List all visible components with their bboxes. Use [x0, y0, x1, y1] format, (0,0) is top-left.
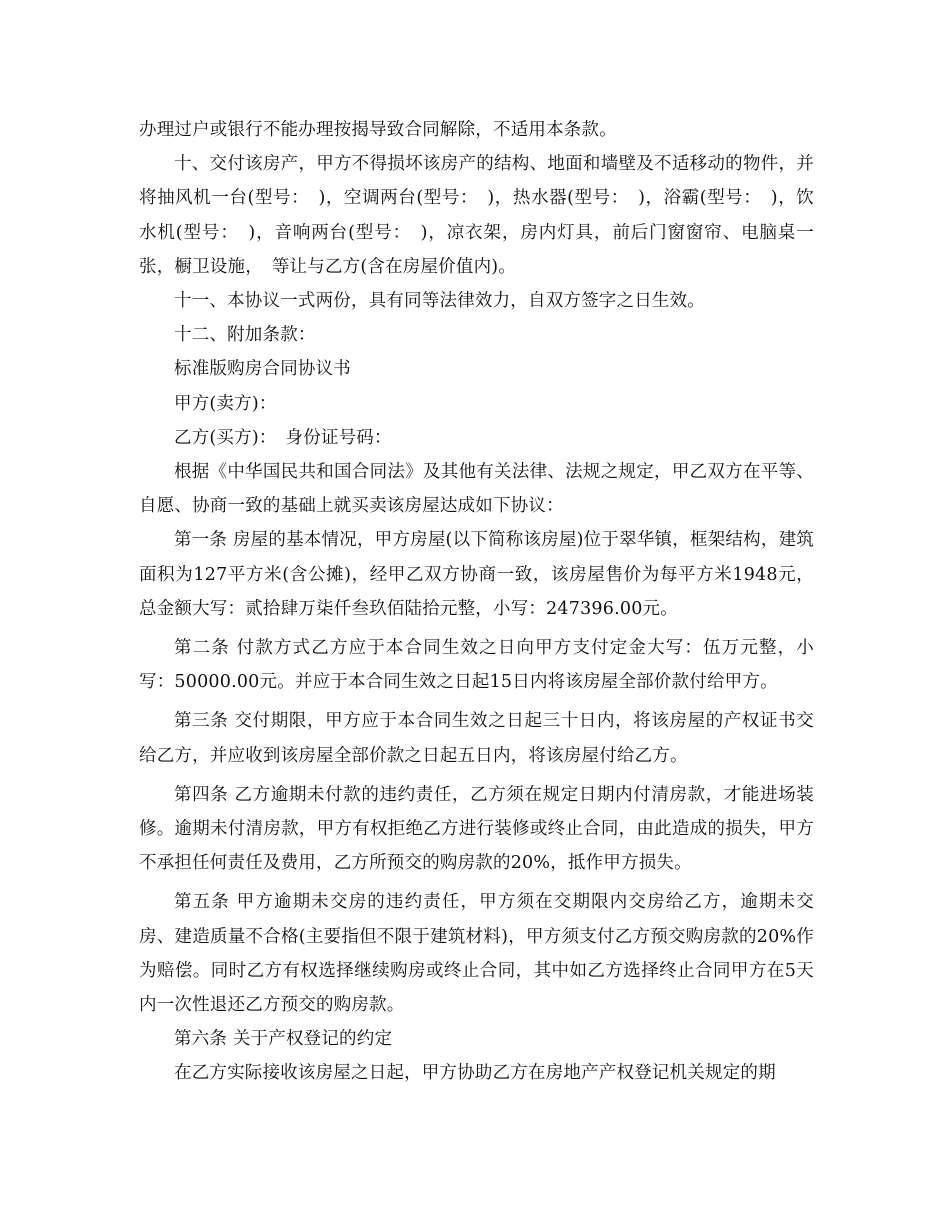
article-6-heading: 第六条 关于产权登记的约定 — [174, 1029, 393, 1050]
document-body — [139, 113, 814, 1091]
paragraph-clause-10: 十、交付该房产，甲方不得损坏该房产的结构、地面和墙壁及不适移动的物件，并将抽风机一台(型号： )，空调两台(型号： )，热水器(型号： )，浴霸(型号： )，饮水机(型号： )，音响两台(型号： )，凉衣架，房内灯具，前后门窗窗帘、电脑桌一张，橱卫设施， 等让与乙方(含在房屋价值内)。 — [139, 154, 814, 277]
article-2: 第二条 付款方式乙方应于本合同生效之日向甲方支付定金大写：伍万元整，小写：50000.00元。并应于本合同生效之日起15日内将该房屋全部价款付给甲方。 — [139, 638, 814, 693]
party-a-seller: 甲方(卖方)： — [174, 393, 277, 414]
article-3: 第三条 交付期限，甲方应于本合同生效之日起三十日内，将该房屋的产权证书交给乙方，并应收到该房屋全部价款之日起五日内，将该房屋付给乙方。 — [139, 711, 814, 766]
article-6-body: 在乙方实际接收该房屋之日起，甲方协助乙方在房地产产权登记机关规定的期 — [174, 1063, 776, 1084]
article-5: 第五条 甲方逾期未交房的违约责任，甲方须在交期限内交房给乙方，逾期未交房、建造质量不合格(主要指但不限于建筑材料)，甲方须支付乙方预交购房款的20%作为赔偿。同时乙方有权选择继续购房或终止合同，其中如乙方选择终止合同甲方在5天内一次性退还乙方预交的购房款。 — [139, 892, 814, 1016]
paragraph-1: 办理过户或银行不能办理按揭导致合同解除，不适用本条款。 — [139, 120, 617, 140]
article-1: 第一条 房屋的基本情况，甲方房屋(以下简称该房屋)位于翠华镇，框架结构，建筑面积为127平方米(含公摊)，经甲乙双方协商一致，该房屋售价为每平方米1948元，总金额大写：贰拾肆万柒仟叁玖佰陆拾元整，小写：247396.00元。 — [139, 530, 814, 619]
contract-title: 标准版购房合同协议书 — [174, 359, 351, 380]
paragraph-clause-11: 十一、本协议一式两份，具有同等法律效力，自双方签字之日生效。 — [174, 291, 705, 312]
party-b-buyer: 乙方(买方)： 身份证号码： — [174, 427, 392, 448]
paragraph-preamble: 根据《中华国民共和国合同法》及其他有关法律、法规之规定，甲乙双方在平等、自愿、协商一致的基础上就买卖该房屋达成如下协议： — [139, 462, 814, 517]
paragraph-clause-12: 十二、附加条款： — [174, 325, 316, 346]
article-4: 第四条 乙方逾期未付款的违约责任，乙方须在规定日期内付清房款，才能进场装修。逾期未付清房款，甲方有权拒绝乙方进行装修或终止合同，由此造成的损失，甲方不承担任何责任及费用，乙方所预交的购房款的20%，抵作甲方损失。 — [139, 784, 814, 874]
